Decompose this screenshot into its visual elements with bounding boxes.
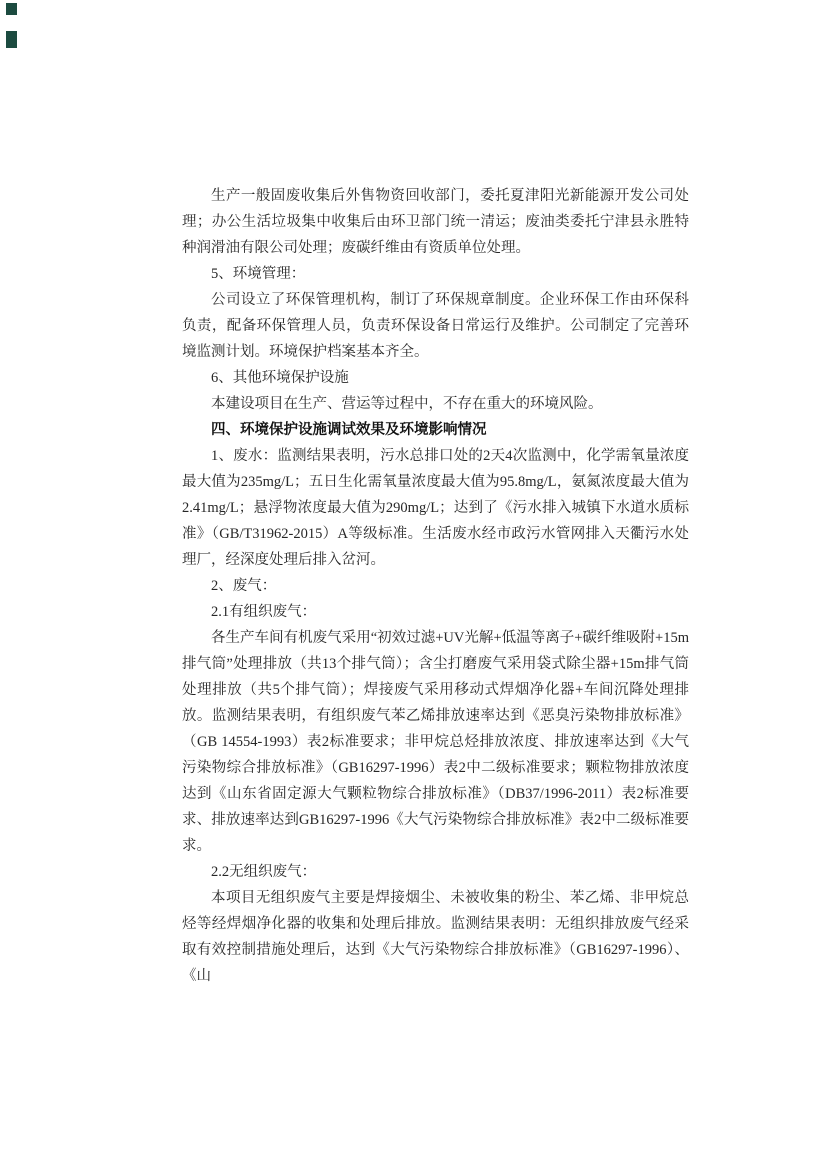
paragraph-wastewater: 1、废水：监测结果表明，污水总排口处的2天4次监测中，化学需氧量浓度最大值为235mg/L；五日生化需氧量浓度最大值为95.8mg/L，氨氮浓度最大值为2.41mg/L；悬浮物浓度最大值为290mg/L；达到了《污水排入城镇下水道水质标准》（GB/T31962-2015）A等级标准。生活废水经市政污水管网排入天衢污水处理厂，经深度处理后排入岔河。 — [182, 448, 689, 568]
paragraph-organized-waste-gas: 各生产车间有机废气采用“初效过滤+UV光解+低温等离子+碳纤维吸附+15m排气筒”处理排放（共13个排气筒）；含尘打磨废气采用袋式除尘器+15m排气筒处理排放（共5个排气筒）；焊接废气采用移动式焊烟净化器+车间沉降处理排放。监测结果表明，有组织废气苯乙烯排放速率达到《恶臭污染物排放标准》（GB 14554-1993）表2标准要求；非甲烷总烃排放浓度、排放速率达到《大气污染物综合排放标准》（GB16297-1996）表2中二级标准要求；颗粒物排放浓度达到《山东省固定源大气颗粒物综合排放标准》（DB37/1996-2011）表2标准要求、排放速率达到GB16297-1996《大气污染物综合排放标准》表2中二级标准要求。 — [182, 630, 689, 854]
document-body — [182, 183, 689, 989]
scan-artifact-mark — [6, 3, 17, 15]
paragraph-environmental-risk: 本建设项目在生产、营运等过程中，不存在重大的环境风险。 — [211, 396, 603, 412]
subheading-unorganized-waste-gas: 2.2无组织废气： — [211, 864, 317, 880]
subheading-other-protection-facilities: 6、其他环境保护设施 — [211, 370, 349, 386]
subheading-waste-gas: 2、废气： — [211, 578, 277, 594]
scan-artifact-mark — [6, 31, 17, 48]
paragraph-environmental-management: 公司设立了环保管理机构，制订了环保规章制度。企业环保工作由环保科负责，配备环保管理人员，负责环保设备日常运行及维护。公司制定了完善环境监测计划。环境保护档案基本齐全。 — [182, 292, 689, 360]
section-heading-four: 四、环境保护设施调试效果及环境影响情况 — [211, 422, 487, 438]
paragraph-unorganized-waste-gas: 本项目无组织废气主要是焊接烟尘、未被收集的粉尘、苯乙烯、非甲烷总烃等经焊烟净化器的收集和处理后排放。监测结果表明：无组织排放废气经采取有效控制措施处理后，达到《大气污染物综合排放标准》（GB16297-1996）、《山 — [182, 890, 689, 984]
subheading-organized-waste-gas: 2.1有组织废气： — [211, 604, 317, 620]
paragraph-general-solid-waste: 生产一般固废收集后外售物资回收部门，委托夏津阳光新能源开发公司处理；办公生活垃圾集中收集后由环卫部门统一清运；废油类委托宁津县永胜特种润滑油有限公司处理；废碳纤维由有资质单位处理。 — [182, 188, 689, 256]
subheading-environmental-management: 5、环境管理： — [211, 266, 306, 282]
